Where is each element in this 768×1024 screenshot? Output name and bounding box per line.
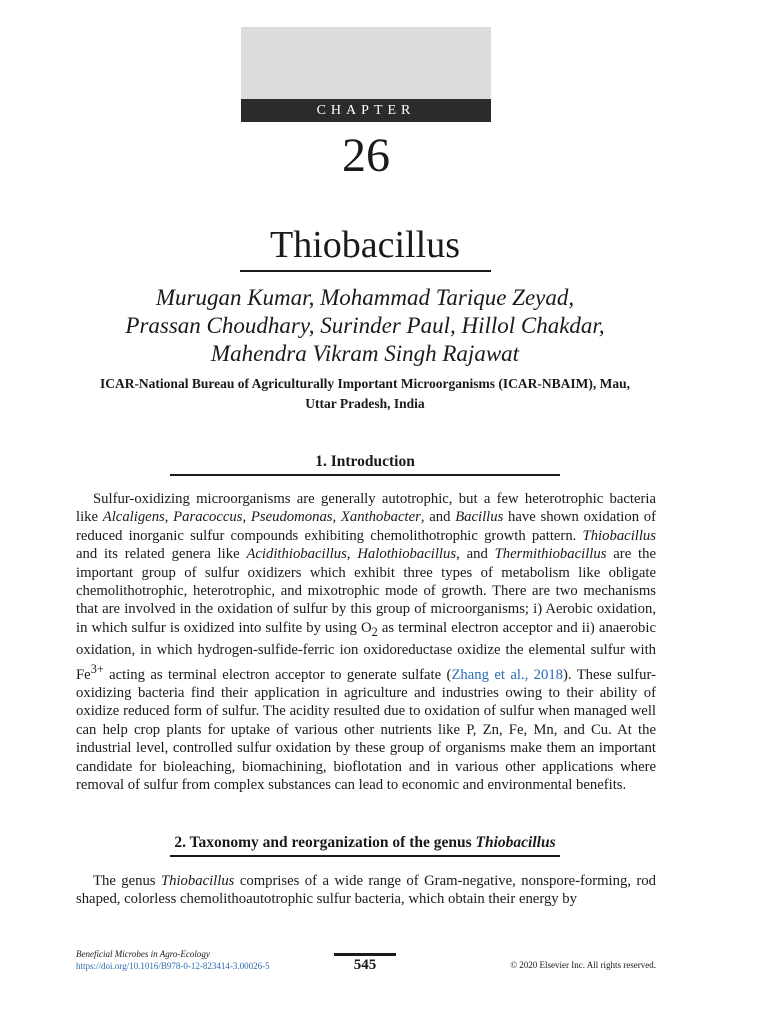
author-line: Murugan Kumar, Mohammad Tarique Zeyad, (155, 285, 575, 310)
intro-paragraph: Sulfur-oxidizing microorganisms are generally autotrophic, but a few heterotrophic bacteria like Alcaligens, Paracoccus, Pseudomonas, Xanthobacter, and Bacillus have shown oxidation of reduced inorganic sulfur compounds exhibiting chemolithotrophic growth pattern. Thiobacillus and its related genera like Acidithiobacillus, Halothiobacillus, and Thermithiobacillus are the important group of sulfur oxidizers which exhibit three types of metabolism like obligate chemolithotrophic, heterotrophic, and mixotrophic mode of growth. There are two mechanisms that are involved in the oxidation of sulfur by this group of microorganisms; i) Aerobic oxidation, in which sulfur is oxidized into sulfite by using $O_2$ as terminal electron acceptor and ii) anaerobic oxidation, in which hydrogen-sulfide-ferric ion oxidoreductase oxidize the elemental sulfur with $Fe^{3+}$ acting as terminal electron acceptor to generate sulfate (Zhang et al., 2018). These sulfur-oxidizing bacteria find their application in agriculture and industries owing to their ability of oxidize reduced form of sulfur. The acidity resulted due to oxidation of sulfur when managed well can help crop plants for uptake of various other nutrients like P, Zn, Fe, Mn, and Cu. At the industrial level, controlled sulfur oxidation by these group of organisms make them an important candidate for bioleaching, biomachining, bioflotation and in various other applications where removal of sulfur from complex substances can lead to economic and environmental benefits. (76, 491, 657, 793)
section-rule (170, 855, 560, 857)
taxonomy-paragraph: The genus Thiobacillus comprises of a wide range of Gram-negative, nonspore-forming, rod shaped, colorless chemolithoautotrophic sulfur bacteria, which obtain their energy by (76, 873, 656, 908)
affiliation-line: ICAR-National Bureau of Agriculturally Important Microorganisms (ICAR-NBAIM), Mau, (99, 376, 631, 391)
chapter-title: Thiobacillus (270, 224, 460, 266)
book-title: Beneficial Microbes in Agro-Ecology (76, 949, 210, 959)
doi-link[interactable]: https://doi.org/10.1016/B978-0-12-823414-3.00026-5 (76, 961, 270, 971)
chapter-number: 26 (342, 129, 390, 182)
author-line: Mahendra Vikram Singh Rajawat (210, 341, 520, 366)
section-heading-taxonomy: 2. Taxonomy and reorganization of the genus Thiobacillus (174, 834, 556, 851)
page-number: 545 (353, 957, 377, 973)
section-heading-introduction: 1. Introduction (315, 453, 415, 470)
copyright: © 2020 Elsevier Inc. All rights reserved. (510, 960, 656, 970)
section-rule (170, 474, 560, 476)
affiliation-line: Uttar Pradesh, India (305, 396, 425, 411)
footer-source (76, 948, 270, 972)
author-line: Prassan Choudhary, Surinder Paul, Hillol Chakdar, (125, 313, 605, 338)
chapter-label: CHAPTER (241, 99, 491, 122)
chapter-header-box (241, 27, 491, 99)
citation-link[interactable]: Zhang et al., 2018 (451, 666, 564, 683)
affiliation (60, 374, 670, 414)
title-underline (240, 270, 491, 272)
author-list (60, 284, 670, 368)
